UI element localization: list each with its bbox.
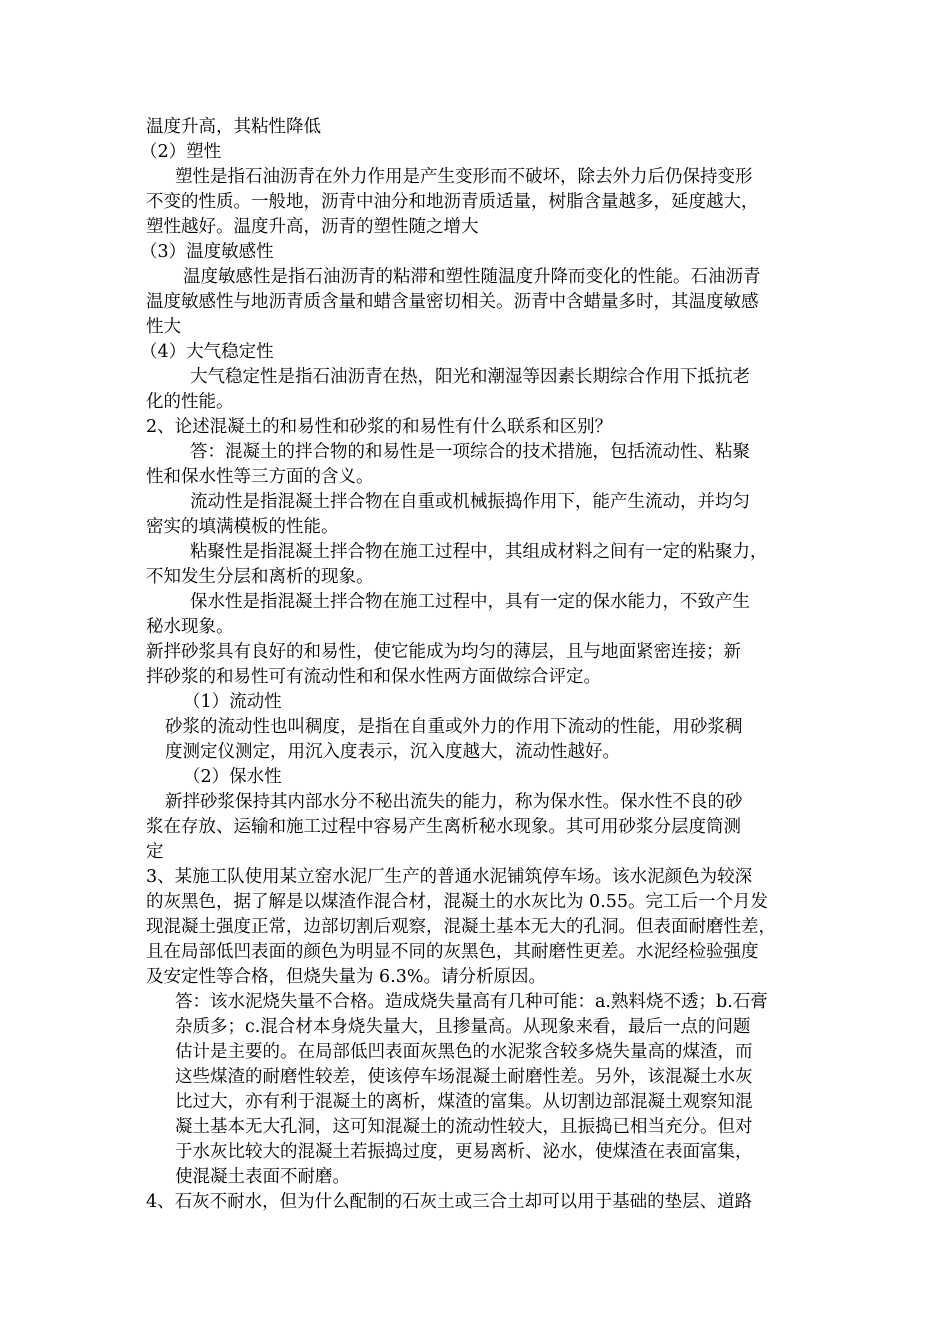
question-heading: 4、石灰不耐水，但为什么配制的石灰土或三合土却可以用于基础的垫层、道路 xyxy=(146,1192,753,1212)
subheading: （4）大气稳定性 xyxy=(140,342,274,362)
text-line: 于水灰比较大的混凝土若振捣过度，更易离析、泌水，使煤渣在表面富集， xyxy=(175,1142,753,1162)
text-line: 浆在存放、运输和施工过程中容易产生离析秘水现象。其可用砂浆分层度筒测 xyxy=(146,817,741,837)
text-line: 流动性是指混凝土拌合物在自重或机械振捣作用下，能产生流动，并均匀 xyxy=(190,492,750,512)
text-line: 使混凝土表面不耐磨。 xyxy=(175,1167,350,1187)
text-line: 答：混凝土的拌合物的和易性是一项综合的技术措施，包括流动性、粘聚 xyxy=(190,442,750,462)
text-line: 粘聚性是指混凝土拌合物在施工过程中，其组成材料之间有一定的粘聚力， xyxy=(190,542,768,562)
text-line: 新拌砂浆保持其内部水分不秘出流失的能力，称为保水性。保水性不良的砂 xyxy=(165,792,743,812)
text-line: 塑性是指石油沥青在外力作用是产生变形而不破坏，除去外力后仍保持变形 xyxy=(175,167,753,187)
text-line: 不变的性质。一般地，沥青中油分和地沥青质适量，树脂含量越多，延度越大， xyxy=(146,192,759,212)
text-line: 不知发生分层和离析的现象。 xyxy=(146,567,374,587)
text-line: 及安定性等合格，但烧失量为 6.3%。请分析原因。 xyxy=(146,967,547,987)
text-line: 大气稳定性是指石油沥青在热，阳光和潮湿等因素长期综合作用下抵抗老 xyxy=(190,367,750,387)
text-line: 定 xyxy=(146,842,164,862)
text-line: 比过大，亦有利于混凝土的离析，煤渣的富集。从切割边部混凝土观察知混 xyxy=(175,1092,753,1112)
question-heading: 2、论述混凝土的和易性和砂浆的和易性有什么联系和区别？ xyxy=(146,417,613,437)
text-line: 杂质多；c.混合材本身烧失量大，且掺量高。从现象来看，最后一点的问题 xyxy=(175,1017,751,1037)
text-line: 保水性是指混凝土拌合物在施工过程中，具有一定的保水能力，不致产生 xyxy=(190,592,750,612)
subheading: （2）塑性 xyxy=(140,142,222,162)
text-line: 秘水现象。 xyxy=(146,617,234,637)
question-heading: 3、某施工队使用某立窑水泥厂生产的普通水泥铺筑停车场。该水泥颜色为较深 xyxy=(146,867,753,887)
text-line: 性大 xyxy=(146,317,181,337)
text-line: 化的性能。 xyxy=(146,392,234,412)
text-line: 温度敏感性是指石油沥青的粘滞和塑性随温度升降而变化的性能。石油沥青 xyxy=(183,267,761,287)
text-line: 凝土基本无大孔洞，这可知混凝土的流动性较大，且振捣已相当充分。但对 xyxy=(175,1117,753,1137)
text-line: 温度敏感性与地沥青质含量和蜡含量密切相关。沥青中含蜡量多时，其温度敏感 xyxy=(146,292,759,312)
text-line: 温度升高，其粘性降低 xyxy=(146,117,321,137)
text-line: 答：该水泥烧失量不合格。造成烧失量高有几种可能：a.熟料烧不透；b.石膏 xyxy=(175,992,768,1012)
text-line: 度测定仪测定，用沉入度表示，沉入度越大，流动性越好。 xyxy=(165,742,620,762)
text-line: 新拌砂浆具有良好的和易性，使它能成为均匀的薄层，且与地面紧密连接；新 xyxy=(146,642,741,662)
subheading: （2）保水性 xyxy=(183,767,282,787)
text-line: 性和保水性等三方面的含义。 xyxy=(146,467,374,487)
subheading: （3）温度敏感性 xyxy=(140,242,274,262)
text-line: 现混凝土强度正常，边部切割后观察，混凝土基本无大的孔洞。但表面耐磨性差， xyxy=(146,917,776,937)
text-line: 估计是主要的。在局部低凹表面灰黑色的水泥浆含较多烧失量高的煤渣，而 xyxy=(175,1042,753,1062)
subheading: （1）流动性 xyxy=(183,692,282,712)
text-line: 且在局部低凹表面的颜色为明显不同的灰黑色，其耐磨性更差。水泥经检验强度 xyxy=(146,942,759,962)
text-line: 拌砂浆的和易性可有流动性和和保水性两方面做综合评定。 xyxy=(146,667,601,687)
text-line: 砂浆的流动性也叫稠度，是指在自重或外力的作用下流动的性能，用砂浆稠 xyxy=(165,717,743,737)
text-line: 的灰黑色，据了解是以煤渣作混合材，混凝土的水灰比为 0.55。完工后一个月发 xyxy=(146,892,769,912)
text-line: 这些煤渣的耐磨性较差，使该停车场混凝土耐磨性差。另外，该混凝土水灰 xyxy=(175,1067,753,1087)
text-line: 塑性越好。温度升高，沥青的塑性随之增大 xyxy=(146,217,479,237)
text-line: 密实的填满模板的性能。 xyxy=(146,517,339,537)
